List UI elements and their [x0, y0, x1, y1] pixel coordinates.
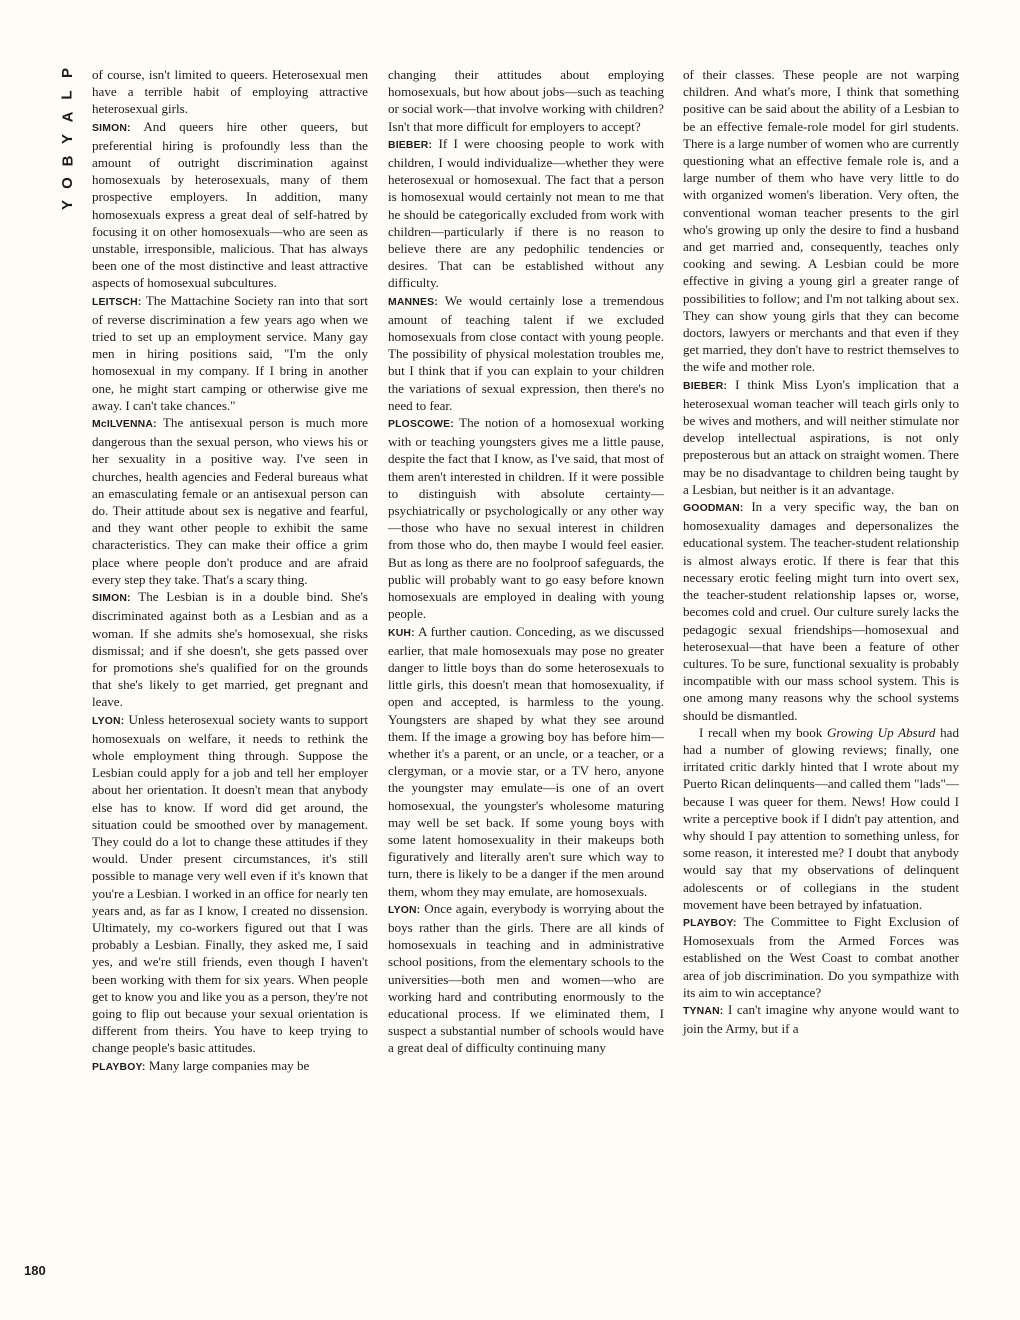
speaker-label: PLAYBOY:: [92, 1061, 146, 1073]
running-head-letter: Y: [58, 199, 76, 211]
text-column-3: [683, 66, 959, 1037]
speaker-label: LYON:: [92, 715, 125, 727]
paragraph: [92, 588, 368, 710]
paragraph: [92, 711, 368, 1057]
paragraph: [388, 900, 664, 1057]
paragraph-text: of their classes. These people are not warping children. And what's more, I think that something positive can be said about the ability of a Lesbian to be an effective female-role model for girl students. There is a large number of women who are currently questioning what an effective female role is, and a large number of them who have very little to do with organized women's liberation. Very often, the conventional woman teacher presents to the girl who's growing up only the desire to find a husband and get married and, consequently, teaches only cooking and sewing. A Lesbian could be more effective in giving a young girl a greater range of possibilities to follow; and I'm not talking about sex. They can show young girls that they can become doctors, lawyers or merchants and that even if they get married, they don't have to restrict themselves to the wife and mother role.: [683, 67, 959, 375]
speaker-label: SIMON:: [92, 122, 131, 134]
speaker-label: BIEBER:: [388, 139, 433, 151]
paragraph: [683, 724, 959, 913]
running-head-letter: Y: [58, 133, 76, 145]
page-number: 180: [24, 1263, 46, 1278]
text-column-2: [388, 66, 664, 1057]
paragraph-text: I think Miss Lyon's implication that a heterosexual woman teacher will teach girls only to be wives and mothers, and will neither stimulate nor develop intellectual aspirations, is not only preposterous but an attack on straight women. There may be no disadvantage to children being taught by a Lesbian, but neither is it an advantage.: [683, 376, 959, 497]
paragraph-text: I can't imagine why anyone would want to join the Army, but if a: [683, 1001, 959, 1037]
paragraph-text: Unless heterosexual society wants to support homosexuals on welfare, it needs to rethink the whole employment thing through. Suppose the Lesbian could apply for a job and tell her employer about her orientation. It doesn't mean that anybody else has to know. If word did get around, the situation could be smoothed over by management. They could do a lot to change these attitudes if they would. Under present circumstances, it's still possible to manage very well even if it's known that you're a Lesbian. I worked in an office for nearly ten years and, as far as I know, I created no dissension. Ultimately, my co-workers figured out that I was probably a Lesbian. Finally, they asked me, I said yes, and we're still friends, even though I haven't been working with them for six years. When people get to know you and like you as a person, they're not going to flip out because your sexual orientation is different from theirs. You have to keep trying to change people's basic attitudes.: [92, 711, 368, 1056]
running-head-letter: P: [58, 67, 76, 79]
speaker-label: MANNES:: [388, 296, 438, 308]
paragraph-text: The Mattachine Society ran into that sort of reverse discrimination a few years ago when we tried to set up an employment service. Many gay men in hiring positions said, "I'm the only homosexual in my company. If I bring in another one, he might start camping or otherwise give me away. I can't take chances.": [92, 292, 368, 413]
paragraph-text: The Lesbian is in a double bind. She's discriminated against both as a Lesbian and as a woman. If she admits she's homosexual, she risks dismissal; and if she doesn't, she gets passed over for promotions she's qualified for on the grounds that she's likely to get married, get pregnant and leave.: [92, 589, 369, 710]
paragraph-text: If I were choosing people to work with children, I would individualize—whether they were heterosexual or homosexual. The fact that a person is homosexual would certainly not mean to me that he should be categorically excluded from work with children—particularly if there is no reason to believe there are any pedophilic tendencies or desires. That can be established without any difficulty.: [388, 135, 664, 291]
paragraph: [92, 66, 368, 118]
paragraph: [388, 414, 664, 622]
paragraph: [388, 623, 664, 900]
running-head-letter: A: [59, 111, 76, 123]
paragraph-text: In a very specific way, the ban on homosexuality damages and depersonalizes the educational system. The teacher-student relationship is almost always erotic. If there is fear that this necessary erotic feeling might turn into overt sex, the teacher-student relationship lapses or, worse, becomes cold and cruel. Our culture surely lacks the pedagogic sexual friendships—homosexual and heterosexual—that have been a feature of other cultures. To be sure, functional sexuality is probably incompatible with our mass school system. This is one among many reasons why the school systems should be dismantled.: [683, 499, 959, 723]
paragraph-text: A further caution. Conceding, as we discussed earlier, that male homosexuals may pose no greater danger to little boys than do some heterosexuals to little girls, this doesn't mean that homosexuality, if open and accepted, is harmless to the young. Youngsters are shaped by what they see around them. If the image a growing boy has before him—whether it's a parent, or an uncle, or a teacher, or a clergyman, or a movie star, or a TV hero, anyone the youngster may emulate—is one of an overt homosexual, the youngster's wholesome maturing may well be set back. If some young boys with some latent homosexuality in their makeups both figuratively and literally aren't sure which way to turn, there is likely to be a danger if the men around them, whom they may emulate, are homosexuals.: [388, 623, 664, 899]
paragraph-text: The antisexual person is much more dangerous than the sexual person, who views his or her sexuality in a positive way. I've seen in churches, health agencies and Federal bureaus what an emasculating female or an antisexual person can do. Their attitude about sex is negative and fearful, and they want other people to exhibit the same characteristics. They can make their office a grim place where people don't produce and are afraid every step they take. That's a scary thing.: [92, 415, 368, 587]
paragraph: [683, 376, 959, 498]
paragraph: [683, 498, 959, 724]
paragraph-text: changing their attitudes about employing homosexuals, but how about jobs—such as teaching or social work—that involve working with children? Isn't that more difficult for employers to accept?: [388, 67, 664, 134]
speaker-label: McILVENNA:: [92, 419, 157, 431]
paragraph-text: had had a number of glowing reviews; finally, one irritated critic darkly hinted that I wrote about my Puerto Rican delinquents—and called them "lads"—because I was queer for them. News! How could I write a perceptive book if I didn't pay attention, and why should I pay attention to something unless, for some reason, it interested me? I doubt that anybody would say that my observations of delinquent adolescents or of collegians in the student movement have been betrayed by infatuation.: [683, 724, 959, 912]
running-head-letter: O: [58, 177, 76, 189]
speaker-label: PLOSCOWE:: [388, 419, 454, 431]
paragraph: [388, 292, 664, 414]
paragraph-text: Many large companies may be: [148, 1057, 310, 1073]
magazine-running-head: [54, 62, 82, 216]
paragraph: [683, 66, 959, 376]
speaker-label: TYNAN:: [683, 1005, 724, 1017]
paragraph: [683, 1001, 959, 1037]
paragraph-text: Once again, everybody is worrying about the boys rather than the girls. There are all kinds of homosexuals in teaching and in administrative school positions, from the elementary schools to the universities—both men and women—who are working hard and contributing enormously to the educational process. If we eliminated them, I suspect a substantial number of schools would have a great deal of difficulty continuing many: [388, 900, 664, 1056]
paragraph: [92, 292, 368, 414]
running-head-letter: L: [58, 90, 76, 100]
text-column-1: [92, 66, 368, 1076]
speaker-label: PLAYBOY:: [683, 917, 737, 929]
speaker-label: LEITSCH:: [92, 296, 142, 308]
paragraph-text: of course, isn't limited to queers. Heterosexual men have a terrible habit of employing attractive heterosexual girls.: [92, 67, 368, 117]
paragraph-text: I recall when my book: [699, 724, 827, 740]
paragraph-text: We would certainly lose a tremendous amount of teaching talent if we excluded homosexuals from close contact with young people. The possibility of physical molestation troubles me, but I think that if you can explain to your children the variations of sexual expression, then there's no need to fear.: [388, 292, 664, 413]
speaker-label: BIEBER:: [683, 380, 728, 392]
paragraph-text: The notion of a homosexual working with or teaching youngsters gives me a little pause, despite the fact that I know, as I've said, that most of them aren't interested in children. If it were possible to distinguish with absolute certainty—psychiatrically or psychologically or any other way—those who have no sexual interest in children from those who do, then maybe I would feel easier. But as long as there are no foolproof safeguards, the public will probably want to go easy before known homosexuals are employed in dealing with young people.: [388, 415, 664, 622]
paragraph: [683, 913, 959, 1001]
paragraph: [92, 118, 368, 292]
book-title: Growing Up Absurd: [826, 724, 936, 740]
paragraph: [388, 66, 664, 135]
paragraph-text: And queers hire other queers, but preferential hiring is profoundly less than the amount of outright discrimination against homosexuals by heterosexuals, many of them prospective employers. In addition, many homosexuals express a great deal of self-hatred by focusing it on other homosexuals—who are seen as unstable, irresponsible, malicious. That has always been one of the most distinctive and least attractive aspects of homosexual subcultures.: [92, 118, 368, 291]
speaker-label: GOODMAN:: [683, 503, 744, 515]
paragraph: [388, 135, 664, 292]
paragraph: [92, 1057, 368, 1076]
speaker-label: KUH:: [388, 627, 415, 639]
speaker-label: LYON:: [388, 904, 421, 916]
paragraph: [92, 414, 368, 588]
running-head-letter: B: [59, 155, 76, 167]
paragraph-text: The Committee to Fight Exclusion of Homosexuals from the Armed Forces was established on the West Coast to combat another area of job discrimination. Do you sympathize with its aim to win acceptance?: [683, 913, 959, 1000]
speaker-label: SIMON:: [92, 593, 131, 605]
